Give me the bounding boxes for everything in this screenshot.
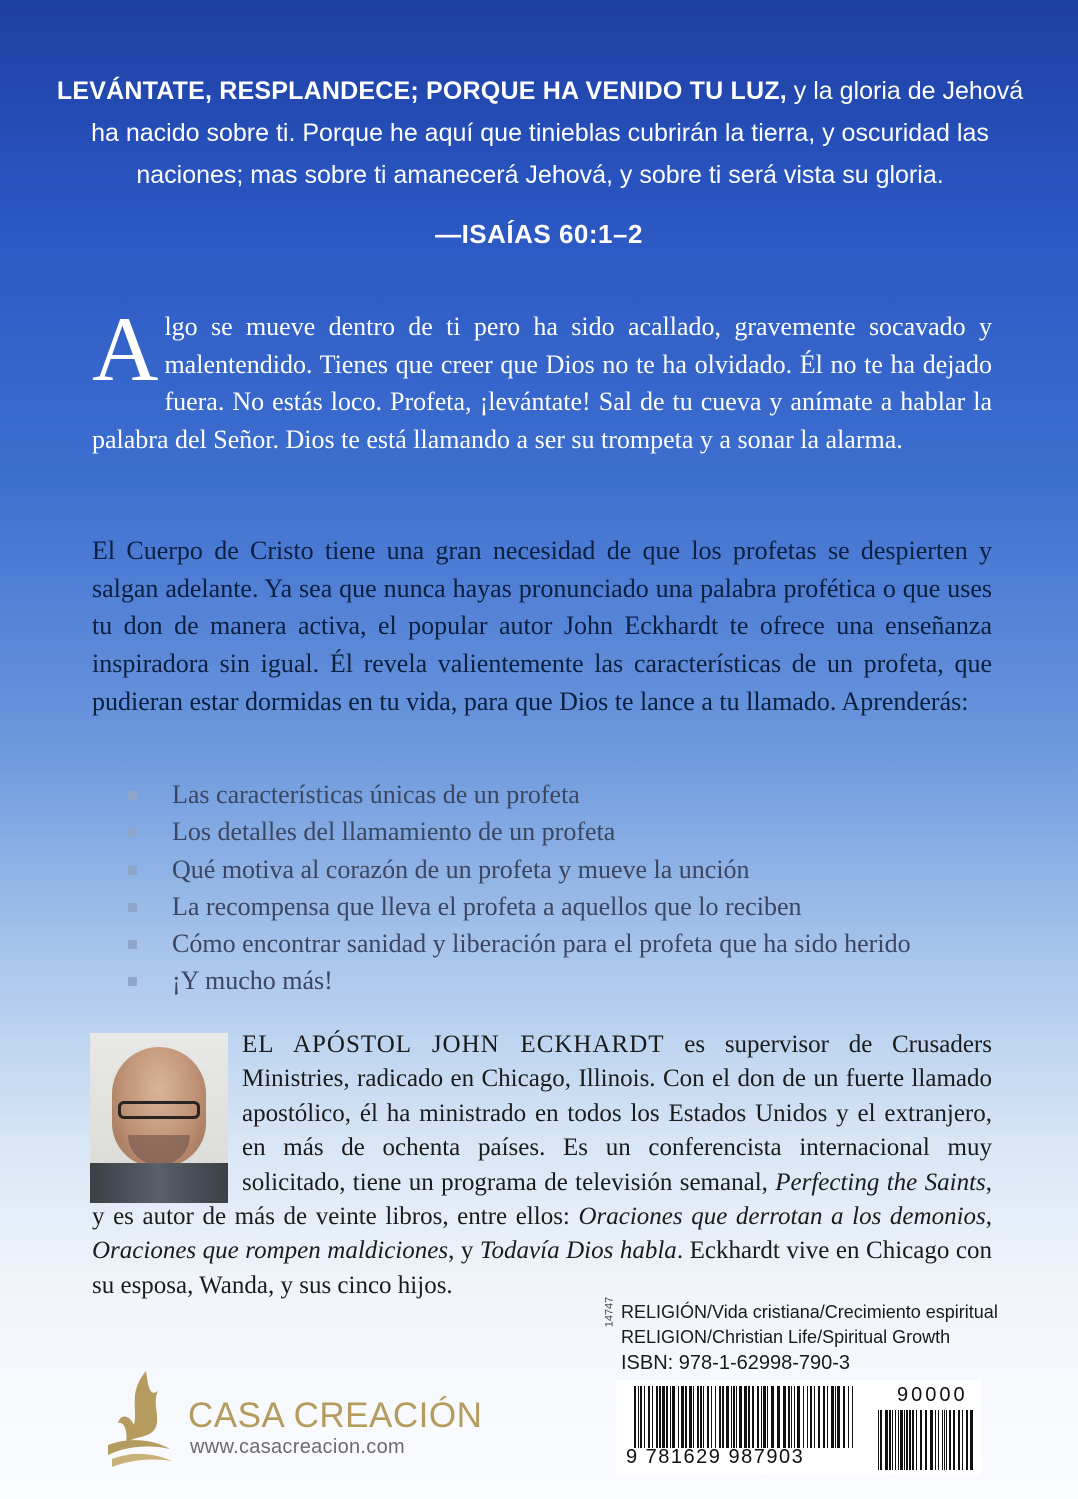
list-item [128,888,1008,925]
ean-number: 9 781629 987903 [626,1446,805,1468]
quote-reference: —ISAÍAS 60:1–2 [435,219,643,249]
bullet-square-icon [128,791,137,800]
list-item [128,851,1008,888]
author-name: EL APÓSTOL JOHN ECKHARDT [242,1031,665,1058]
quote-line-3: naciones; mas sobre ti amanecerá Jehová, y sobre ti será vista su gloria. [136,161,944,189]
book-title-2: Oraciones que rompen maldiciones [92,1237,449,1265]
list-item-text: La recompensa que lleva el profeta a aquellos que lo reciben [172,891,802,921]
list-item-text: Las características únicas de un profeta [172,780,580,809]
flame-logo-icon [98,1363,198,1468]
bullet-square-icon [128,866,137,875]
photo-spacer [92,1028,242,1198]
list-item-text: ¡Y mucho más! [172,966,333,996]
list-item-text: Cómo encontrar sanidad y liberación para el profeta que ha sido herido [172,929,911,959]
publisher-brand: CASA CREACIÓN [188,1396,483,1435]
tv-show-title: Perfecting the Saints [775,1168,986,1196]
bio-sep-1: , [985,1203,992,1231]
book-title-1: Oraciones que derrotan a los demonios [578,1203,986,1231]
drop-cap: A [92,298,159,400]
body-paragraph: El Cuerpo de Cristo tiene una gran necesidad de que los profetas se despierten y salgan adelante. Ya sea que nunca hayas pronunciado una palabra profética o que uses tu don de manera activa, el popular autor John Eckhardt te ofrece una enseñanza inspiradora sin igual. Él revela valientemente las características de un profeta, que pudieran estar dormidas en tu vida, para que Dios te lance a tu llamado. Aprenderás: [92,536,992,716]
intro-paragraph [92,298,992,458]
quote-line-1-rest: y la gloria de Jehová [786,77,1024,105]
isbn: ISBN: 978-1-62998-790-3 [621,1352,851,1374]
bio-text-2: , y es autor de más de veinte libros, entre ellos: [92,1168,992,1231]
author-bio [92,1028,992,1303]
book-title-3: Todavía Dios habla [479,1237,677,1265]
bullet-square-icon [128,940,137,949]
list-item [128,962,1008,999]
publisher-code: 14747 [603,1296,616,1328]
price-code: 90000 [897,1384,968,1406]
publisher-website[interactable]: www.casacreacion.com [190,1436,405,1458]
list-item [128,776,1008,813]
bio-text-1: es supervisor de Crusaders Ministries, radicado en Chicago, Illinois. Con el don de un fuerte llamado apostólico, él ha ministrado en todos los Estados Unidos y el extranjero, en más de ochenta países. Es un conferencista internacional muy solicitado, tiene un programa de televisión semanal, [242,1031,992,1196]
bio-text-3: . Eckhardt vive en Chicago con su esposa, Wanda, y sus cinco hijos. [92,1237,992,1299]
bullet-square-icon [128,828,137,837]
category-es: RELIGIÓN/Vida cristiana/Crecimiento espiritual [621,1302,998,1322]
list-item-text: Qué motiva al corazón de un profeta y mueve la unción [172,854,750,884]
quote-caps: LEVÁNTATE, RESPLANDECE; PORQUE HA VENIDO TU LUZ, [56,77,787,105]
quote-line-2: ha nacido sobre ti. Porque he aquí que tinieblas cubrirán la tierra, y oscuridad las [91,119,989,147]
intro-text: lgo se mueve dentro de ti pero ha sido acallado, gravemente socavado y malentendido. Tienes que creer que Dios no te ha olvidado. Él no te ha dejado fuera. No estás loco. Profeta, ¡levántate! Sal de tu cueva y anímate a hablar la palabra del Señor. Dios te está llamando a ser su trompeta y a sonar la alarma. [92,312,992,454]
bullet-square-icon [128,977,137,986]
quote-line-1 [40,70,1040,112]
bullet-list [128,776,1008,1000]
list-item [128,925,1008,962]
category-en: RELIGION/Christian Life/Spiritual Growth [621,1327,951,1347]
category-block [621,1300,998,1350]
bio-sep-2: , y [448,1237,480,1265]
epigraph-quote [40,70,1040,196]
bullet-square-icon [128,903,137,912]
list-item-text: Los detalles del llamamiento de un profeta [172,817,616,847]
list-item [128,813,1008,850]
